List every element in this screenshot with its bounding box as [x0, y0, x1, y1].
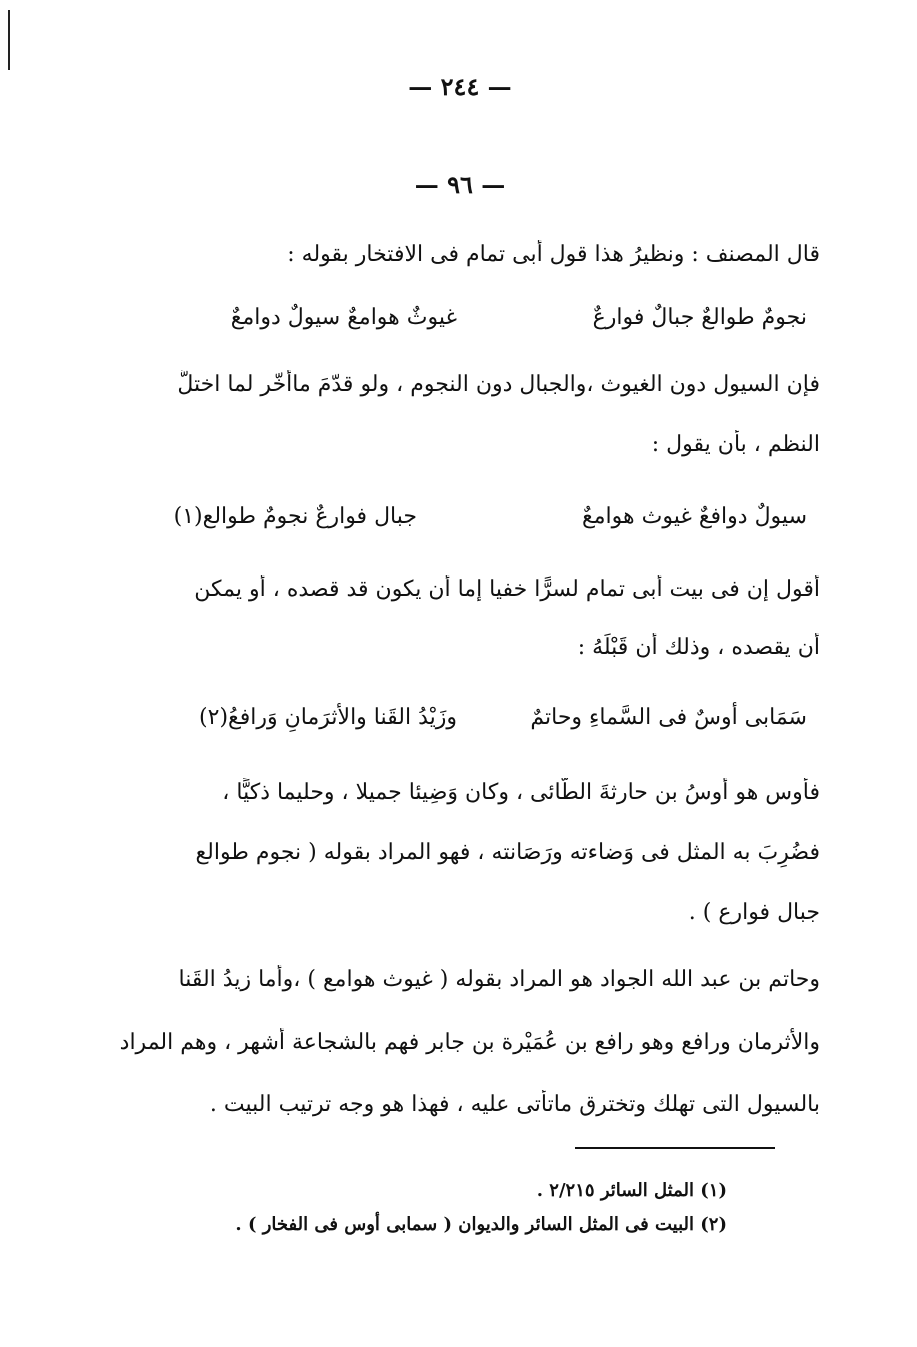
scan-edge-line	[8, 10, 10, 70]
paragraph-line: فأوس هو أوسُ بن حارثةَ الطّائى ، وكان وَضِيئا جميلا ، وحليما ذكيًّا ،	[222, 780, 820, 805]
paragraph-line: فضُرِبَ به المثل فى وَضاءته ورَصَانته ، فهو المراد بقوله ( نجوم طوالع	[195, 840, 820, 865]
paragraph-line: أقول إن فى بيت أبى تمام لسرًّا خفيا إما أن يكون قد قصده ، أو يمكن	[194, 577, 820, 602]
paragraph-line: فإن السيول دون الغيوث ،والجبال دون النجوم ، ولو قدّمَ ماأخّر لما اختلَّ	[177, 372, 820, 397]
paragraph-line: بالسيول التى تهلك وتخترق ماتأتى عليه ، فهذا هو وجه ترتيب البيت .	[209, 1092, 820, 1117]
footnote-separator	[575, 1147, 775, 1149]
footnote-1: (١) المثل السائر ٢/٢١٥ .	[536, 1180, 727, 1201]
footnote-2: (٢) البيت فى المثل السائر والديوان ( سمابى أوس فى الفخار ) .	[235, 1214, 727, 1235]
section-number: — ٩٦ —	[414, 170, 506, 199]
paragraph-line: قال المصنف : ونظيرُ هذا قول أبى تمام فى الافتخار بقوله :	[287, 242, 820, 267]
verse-hemistich-left: غيوثٌ هوامعٌ سيولٌ دوامعٌ	[230, 305, 457, 330]
paragraph-line: وحاتم بن عبد الله الجواد هو المراد بقوله ( غيوث هوامع ) ،وأما زيدُ القَنا	[178, 967, 820, 992]
book-page-number: — ٢٤٤ —	[408, 72, 512, 101]
verse-hemistich-right: سَمَابى أوسٌ فى السَّماءِ وحاتمٌ	[530, 705, 807, 730]
paragraph-line: والأثرمان ورافع وهو رافع بن عُمَيْرة بن جابر فهم بالشجاعة أشهر ، وهم المراد	[119, 1030, 820, 1055]
verse-hemistich-left: جبال فوارعٌ نجومٌ طوالع(١)	[173, 504, 417, 529]
verse-hemistich-left: وزَيْدُ القَنا والأثرَمانِ وَرافعُ(٢)	[199, 705, 457, 730]
paragraph-line: النظم ، بأن يقول :	[651, 432, 820, 457]
paragraph-line: جبال فوارع ) .	[688, 900, 820, 925]
verse-hemistich-right: سيولٌ دوافعٌ غيوث هوامعٌ	[582, 504, 807, 529]
paragraph-line: أن يقصده ، وذلك أن قَبْلَهُ :	[577, 635, 820, 660]
verse-hemistich-right: نجومٌ طوالعٌ جبالٌ فوارعٌ	[592, 305, 807, 330]
